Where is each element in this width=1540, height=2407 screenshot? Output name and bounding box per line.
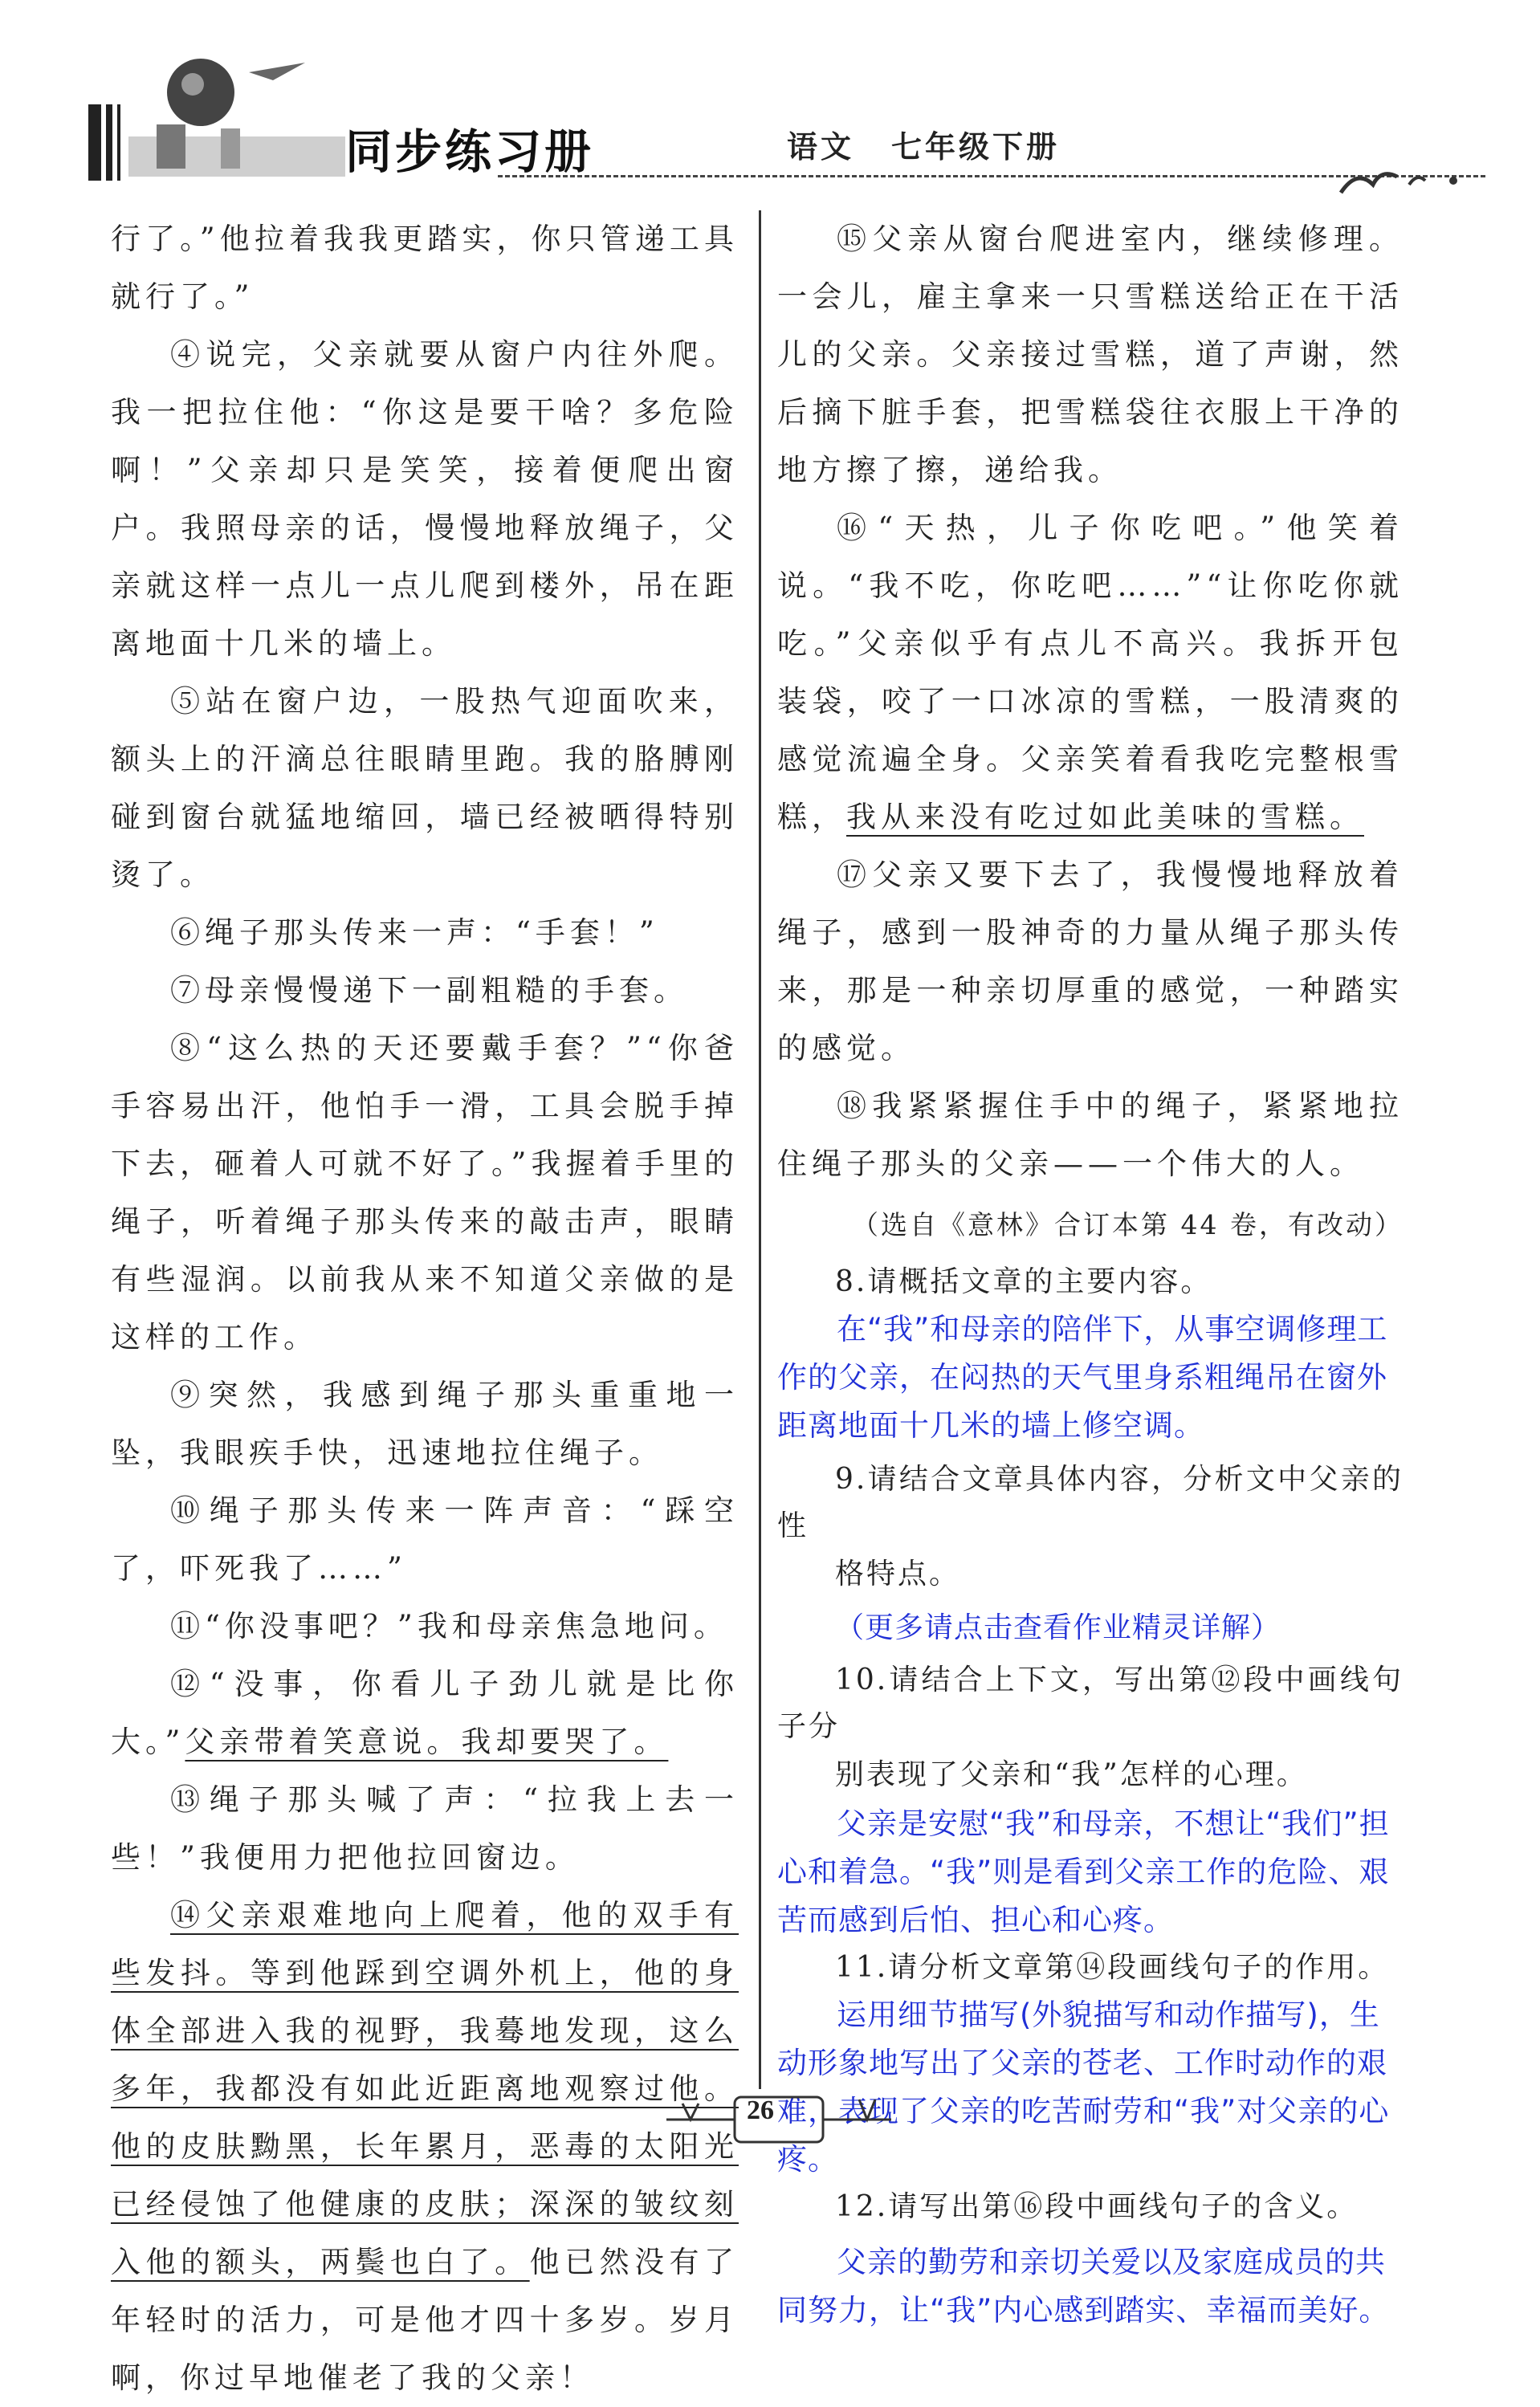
paragraph-12-underlined: 父亲带着笑意说。我却要哭了。 — [185, 1725, 669, 1759]
paragraph-12-text: ⑫“没事，你看儿子劲儿就是比你大。” — [111, 1667, 739, 1759]
paragraph-16-text: ⑯“天热，儿子你吃吧。”他笑着说。“我不吃，你吃吧……”“让你吃你就吃。”父亲似乎有点儿不高兴。我拆开包装袋，咬了一口冰凉的雪糕，一股清爽的感觉流遍全身。父亲笑着看我吃完整根雪糕， — [777, 511, 1404, 834]
page-header — [80, 48, 1413, 185]
paragraph: ⑧“这么热的天还要戴手套？”“你爸手容易出汗，他怕手一滑，工具会脱手掉下去，砸着人可就不好了。”我握着手里的绳子，听着绳子那头传来的敲击声，眼睛有些湿润。以前我从来不知道父亲做的是这样的工作。 — [111, 1031, 739, 1354]
left-column — [111, 210, 739, 2407]
paragraph-14-underlined: ⑭父亲艰难地向上爬着，他的双手有些发抖。等到他踩到空调外机上，他的身体全部进入我的视野，我蓦地发现，这么多年，我都没有如此近距离地观察过他。他的皮肤黝黑，长年累月，恶毒的太阳光已经侵蚀了他健康的皮肤；深深的皱纹刻入他的额头，两鬓也白了。 — [111, 1898, 739, 2279]
paragraph: ⑨突然，我感到绳子那头重重地一坠，我眼疾手快，迅速地拉住绳子。 — [111, 1378, 739, 1470]
paragraph-15: ⑮父亲从窗台爬进室内，继续修理。一会儿，雇主拿来一只雪糕送给正在干活儿的父亲。父亲接过雪糕，道了声谢，然后摘下脏手套，把雪糕袋往衣服上干净的地方擦了擦，递给我。 — [777, 222, 1404, 487]
paragraph-13: ⑬绳子那头喊了声：“拉我上去一些！”我便用力把他拉回窗边。 — [111, 1782, 739, 1875]
question-8: 8.请概括文章的主要内容。 — [835, 1265, 1212, 1298]
answer-10: 父亲是安慰“我”和母亲，不想让“我们”担心和着急。“我”则是看到父亲工作的危险、艰苦而感到后怕、担心和心疼。 — [777, 1806, 1390, 1937]
column-divider — [759, 210, 761, 2089]
birds-icon — [1333, 161, 1493, 209]
answer-11: 运用细节描写(外貌描写和动作描写)，生动形象地写出了父亲的苍老、工作时动作的艰难，表现了父亲的吃苦耐劳和“我”对父亲的心疼。 — [777, 1998, 1390, 2177]
question-11: 11.请分析文章第⑭段画线句子的作用。 — [835, 1951, 1390, 1984]
paragraph-16 — [777, 499, 1404, 846]
questions-section — [777, 1259, 1404, 2335]
paragraph: ⑦母亲慢慢递下一副粗糙的手套。 — [170, 973, 688, 1008]
paragraph: ⑥绳子那头传来一声：“手套！” — [170, 915, 659, 950]
page-footer — [658, 2087, 899, 2152]
question-12: 12.请写出第⑯段中画线句子的含义。 — [835, 2190, 1359, 2223]
footer-ornament-icon — [658, 2087, 899, 2152]
question-10: 10.请结合上下文，写出第⑫段中画线句子分 — [777, 1664, 1404, 1743]
question-9: 9.请结合文章具体内容，分析文中父亲的性 — [777, 1463, 1404, 1542]
grade-label: 七年级下册 — [891, 129, 1061, 165]
paragraph: ⑤站在窗户边，一股热气迎面吹来，额头上的汗滴总往眼睛里跑。我的胳膊刚碰到窗台就猛地缩回，墙已经被晒得特别烫了。 — [111, 684, 739, 892]
paragraph: ⑩绳子那头传来一阵声音：“踩空了，吓死我了……” — [111, 1493, 739, 1586]
answer-8: 在“我”和母亲的陪伴下，从事空调修理工作的父亲，在闷热的天气里身系粗绳吊在窗外距离地面十几米的墙上修空调。 — [777, 1312, 1388, 1443]
source-citation: （选自《意林》合订本第 44 卷，有改动） — [852, 1209, 1404, 1240]
page-number: 26 — [747, 2095, 774, 2125]
answer-12: 父亲的勤劳和亲切关爱以及家庭成员的共同努力，让“我”内心感到踏实、幸福而美好。 — [777, 2245, 1390, 2328]
paragraph-16-underlined: 我从来没有吃过如此美味的雪糕。 — [846, 800, 1364, 834]
header-logo-icon — [80, 48, 345, 185]
paragraph-14-text: 他已然没有了年轻时的活力，可是他才四十多岁。岁月啊，你过早地催老了我的父亲！ — [111, 2245, 739, 2395]
paragraph: ④说完，父亲就要从窗户内往外爬。我一把拉住他：“你这是要干啥？多危险啊！”父亲却只是笑笑，接着便爬出窗户。我照母亲的话，慢慢地释放绳子，父亲就这样一点儿一点儿爬到楼外，吊在距离地面十几米的墙上。 — [111, 337, 739, 661]
more-details-link[interactable]: （更多请点击查看作业精灵详解） — [835, 1611, 1281, 1644]
paragraph: 行了。”他拉着我我更踏实，你只管递工具就行了。” — [111, 222, 739, 314]
paragraph-12 — [111, 1656, 739, 1771]
question-10-continued: 别表现了父亲和“我”怎样的心理。 — [835, 1758, 1308, 1791]
paragraph-18: ⑱我紧紧握住手中的绳子，紧紧地拉住绳子那头的父亲——一个伟大的人。 — [777, 1089, 1404, 1181]
book-title: 同步练习册 — [345, 124, 595, 179]
right-column — [777, 210, 1404, 2335]
paragraph: ⑪“你没事吧？”我和母亲焦急地问。 — [170, 1609, 728, 1643]
question-9-continued: 格特点。 — [835, 1558, 961, 1590]
paragraph-17: ⑰父亲又要下去了，我慢慢地释放着绳子，感到一股神奇的力量从绳子那头传来，那是一种亲切厚重的感觉，一种踏实的感觉。 — [777, 857, 1404, 1065]
subject-label: 语文 — [787, 129, 855, 165]
paragraph-14 — [111, 1887, 739, 2407]
